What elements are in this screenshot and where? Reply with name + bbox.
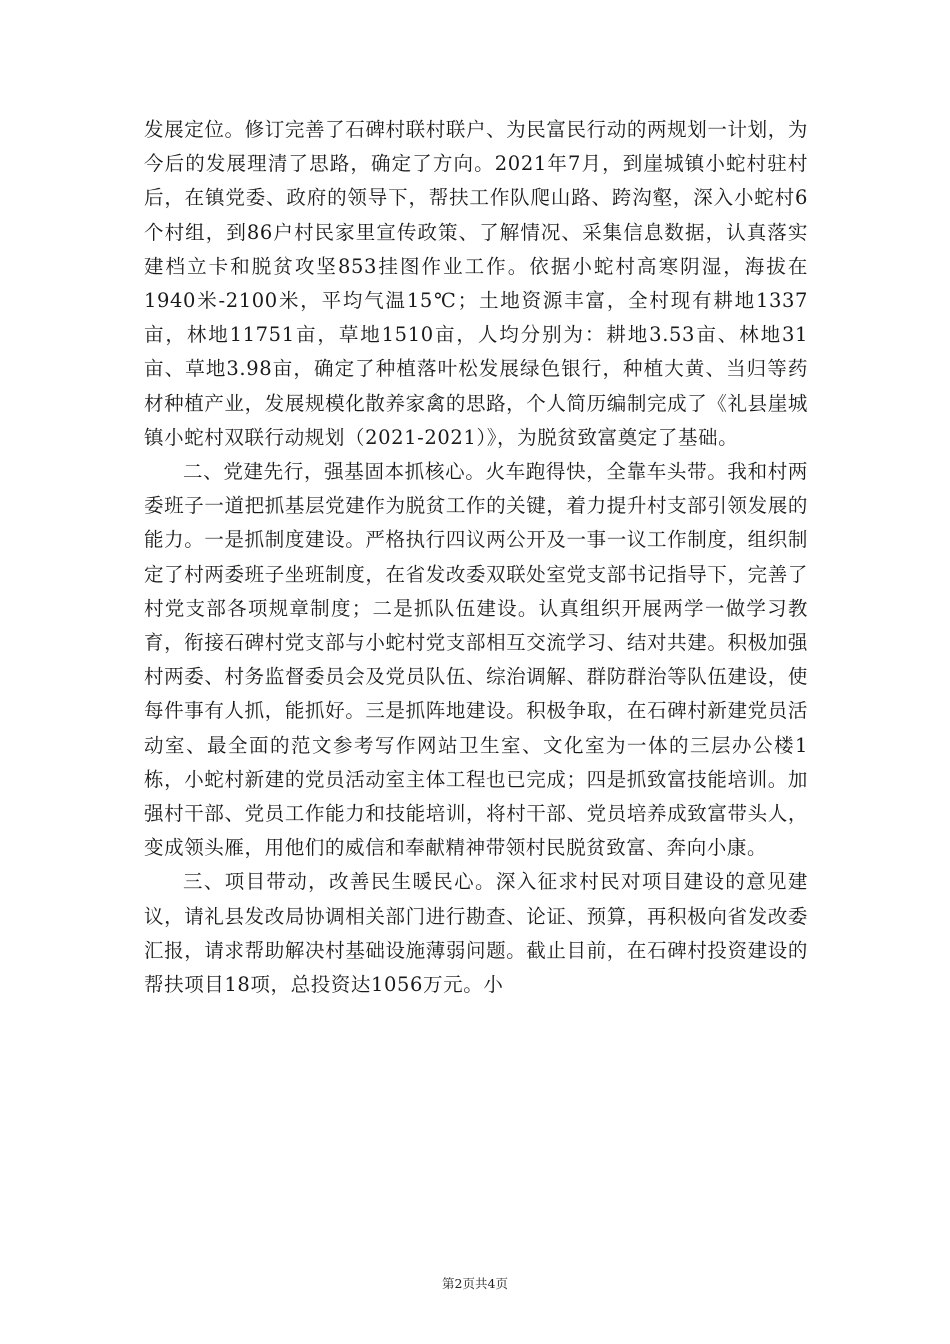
paragraph-party-building: 二、党建先行，强基固本抓核心。火车跑得快，全靠车头带。我和村两委班子一道把抓基层党建作为脱贫工作的关键，着力提升村支部引领发展的能力。一是抓制度建设。严格执行四议两公开及一事一议工作制度，组织制定了村两委班子坐班制度，在省发改委双联处室党支部书记指导下，完善了村党支部各项规章制度；二是抓队伍建设。认真组织开展两学一做学习教育，衔接石碑村党支部与小蛇村党支部相互交流学习、结对共建。积极加强村两委、村务监督委员会及党员队伍、综治调解、群防群治等队伍建设，使每件事有人抓，能抓好。三是抓阵地建设。积极争取，在石碑村新建党员活动室、最全面的范文参考写作网站卫生室、文化室为一体的三层办公楼1栋，小蛇村新建的党员活动室主体工程也已完成；四是抓致富技能培训。加强村干部、党员工作能力和技能培训，将村干部、党员培养成致富带头人，变成领头雁，用他们的威信和奉献精神带领村民脱贫致富、奔向小康。	[144, 460, 808, 860]
paragraph-development-plan: 发展定位。修订完善了石碑村联村联户、为民富民行动的两规划一计划，为今后的发展理清了思路，确定了方向。2021年7月，到崖城镇小蛇村驻村后，在镇党委、政府的领导下，帮扶工作队爬山路、跨沟壑，深入小蛇村6个村组，到86户村民家里宣传政策、了解情况、采集信息数据，认真落实建档立卡和脱贫攻坚853挂图作业工作。依据小蛇村高寒阴湿，海拔在1940米-2100米，平均气温15℃；土地资源丰富，全村现有耕地1337亩，林地11751亩，草地1510亩，人均分别为：耕地3.53亩、林地31亩、草地3.98亩，确定了种植落叶松发展绿色银行，种植大黄、当归等药材种植产业，发展规模化散养家禽的思路，个人简历编制完成了《礼县崖城镇小蛇村双联行动规划（2021-2021）》，为脱贫致富奠定了基础。	[144, 118, 808, 449]
page-number-footer: 第2页共4页	[442, 1276, 508, 1291]
paragraph-project-driven: 三、项目带动，改善民生暖民心。深入征求村民对项目建设的意见建议，请礼县发改局协调相关部门进行勘查、论证、预算，再积极向省发改委汇报，请求帮助解决村基础设施薄弱问题。截止目前，在石碑村投资建设的帮扶项目18项，总投资达1056万元。小	[144, 870, 808, 997]
document-body	[144, 113, 808, 1002]
